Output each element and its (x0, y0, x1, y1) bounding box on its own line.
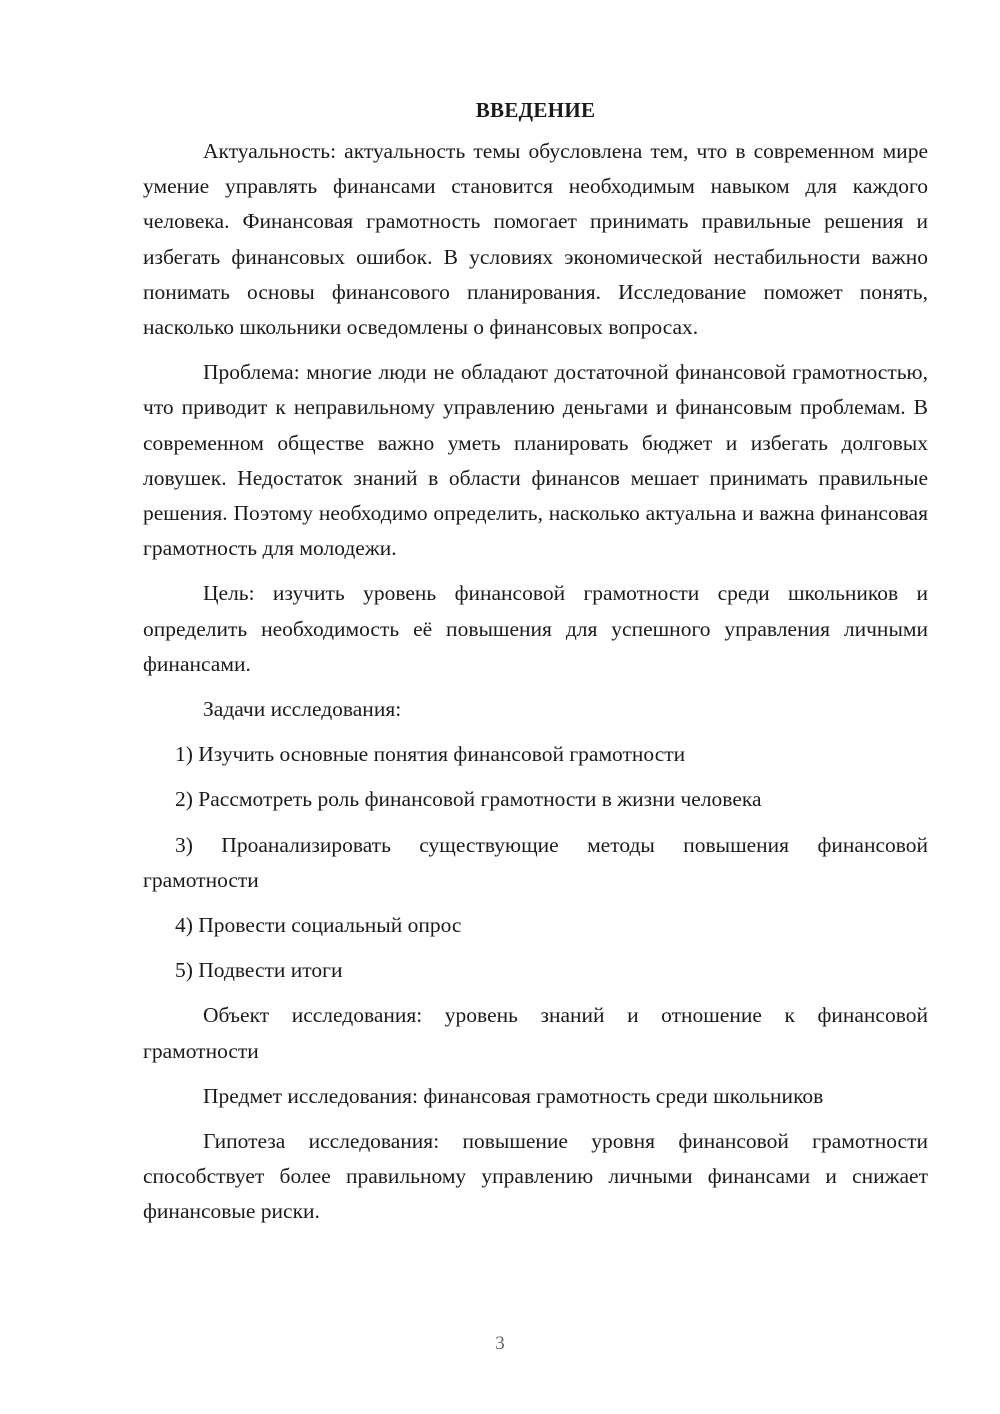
list-item: 5) Подвести итоги (175, 958, 343, 983)
paragraph-problem: Проблема: многие люди не обладают достаточной финансовой грамотностью, что приводит к неправильному управлению деньгами и финансовым проблемам. В современном обществе важно уметь планировать бюджет и избегать долговых ловушек. Недостаток знаний в области финансов мешает принимать правильные решения. Поэтому необходимо определить, насколько актуальна и важна финансовая грамотность для молодежи. (143, 360, 928, 561)
list-item: 1) Изучить основные понятия финансовой грамотности (175, 742, 686, 767)
page-title: ВВЕДЕНИЕ (475, 98, 596, 122)
list-item: 2) Рассмотреть роль финансовой грамотности в жизни человека (175, 787, 762, 812)
paragraph-object: Объект исследования: уровень знаний и отношение к финансовой грамотности (143, 1003, 928, 1063)
paragraph-hypothesis: Гипотеза исследования: повышение уровня финансовой грамотности способствует более правильному управлению личными финансами и снижает финансовые риски. (143, 1129, 928, 1224)
paragraph-subject: Предмет исследования: финансовая грамотность среди школьников (203, 1083, 824, 1108)
document-page (143, 95, 928, 1240)
tasks-list (143, 737, 928, 988)
list-item: 4) Провести социальный опрос (175, 913, 462, 938)
tasks-heading: Задачи исследования: (203, 697, 402, 722)
list-item: 3) Проанализировать существующие методы повышения финансовой грамотности (143, 832, 928, 892)
page-number: 3 (495, 1333, 505, 1354)
paragraph-goal: Цель: изучить уровень финансовой грамотности среди школьников и определить необходимость её повышения для успешного управления личными финансами. (143, 581, 928, 676)
paragraph-relevance: Актуальность: актуальность темы обусловлена тем, что в современном мире умение управлять финансами становится необходимым навыком для каждого человека. Финансовая грамотность помогает принимать правильные решения и избегать финансовых ошибок. В условиях экономической нестабильности важно понимать основы финансового планирования. Исследование поможет понять, насколько школьники осведомлены о финансовых вопросах. (143, 139, 928, 340)
